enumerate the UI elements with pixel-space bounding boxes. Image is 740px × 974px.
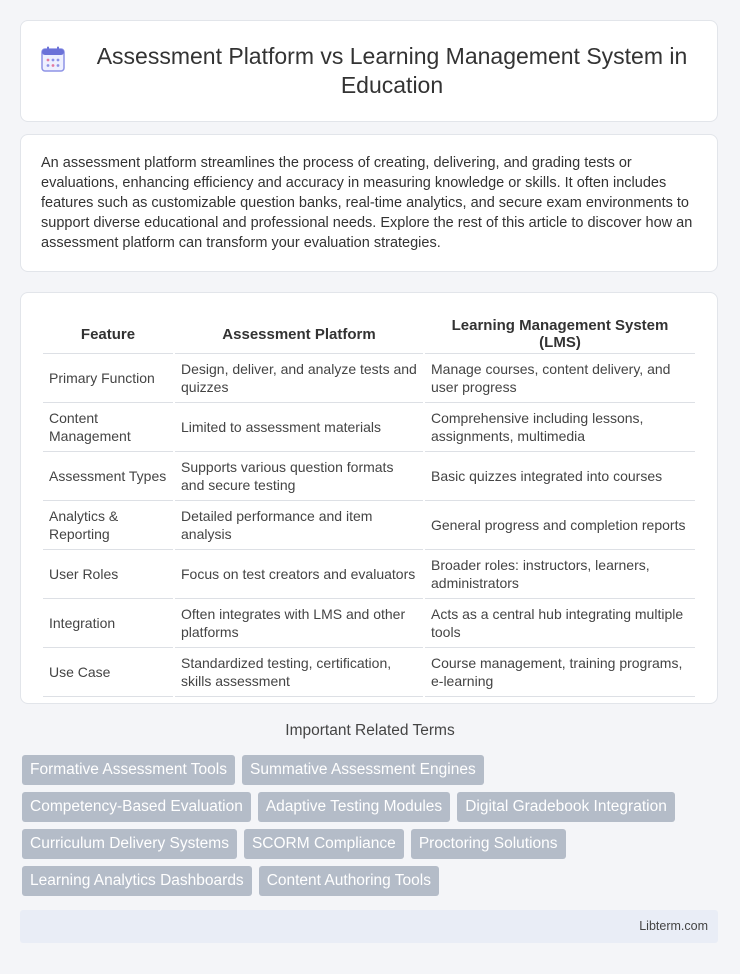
intro-paragraph: An assessment platform streamlines the process of creating, delivering, and grading tests or evaluations, enhancing efficiency and accuracy in measuring knowledge or skills. It often includes features such as customizable question banks, real-time analytics, and secure exam environments to support diverse educational and professional needs. Explore the rest of this article to discover how an assessment platform can transform your evaluation strategies.	[41, 155, 693, 251]
related-term-tag[interactable]: Adaptive Testing Modules	[258, 792, 450, 822]
table-cell-assessment-platform: Supports various question formats and secure testing	[175, 452, 423, 501]
header-inner	[39, 42, 699, 100]
table-cell-feature: User Roles	[43, 550, 173, 599]
related-terms-list	[22, 755, 722, 903]
table-cell-assessment-platform: Focus on test creators and evaluators	[175, 550, 423, 599]
related-term-tag[interactable]: Learning Analytics Dashboards	[22, 866, 252, 896]
table-cell-lms: Manage courses, content delivery, and user progress	[425, 354, 695, 403]
column-header-feature: Feature	[43, 309, 173, 354]
table-row	[43, 354, 695, 403]
table-cell-feature: Assessment Types	[43, 452, 173, 501]
related-term-tag[interactable]: Content Authoring Tools	[259, 866, 439, 896]
tag-row	[22, 866, 722, 896]
tag-row	[22, 755, 722, 785]
table-cell-lms: Acts as a central hub integrating multiple tools	[425, 599, 695, 648]
table-row	[43, 599, 695, 648]
column-header-assessment-platform: Assessment Platform	[175, 309, 423, 354]
table-cell-lms: Broader roles: instructors, learners, administrators	[425, 550, 695, 599]
related-term-tag[interactable]: Digital Gradebook Integration	[457, 792, 675, 822]
page-title: Assessment Platform vs Learning Management System in Education	[96, 43, 688, 98]
related-term-tag[interactable]: Curriculum Delivery Systems	[22, 829, 237, 859]
table-cell-feature: Primary Function	[43, 354, 173, 403]
table-cell-lms: Course management, training programs, e-learning	[425, 648, 695, 697]
table-cell-feature: Content Management	[43, 403, 173, 452]
table-cell-assessment-platform: Limited to assessment materials	[175, 403, 423, 452]
related-terms-title: Important Related Terms	[285, 722, 455, 739]
table-cell-lms: General progress and completion reports	[425, 501, 695, 550]
intro-card	[20, 134, 718, 272]
table-row	[43, 648, 695, 697]
table-cell-lms: Basic quizzes integrated into courses	[425, 452, 695, 501]
table-cell-assessment-platform: Detailed performance and item analysis	[175, 501, 423, 550]
table-cell-assessment-platform: Design, deliver, and analyze tests and quizzes	[175, 354, 423, 403]
table-header-row	[43, 309, 695, 354]
column-header-lms: Learning Management System (LMS)	[425, 309, 695, 354]
table-cell-lms: Comprehensive including lessons, assignments, multimedia	[425, 403, 695, 452]
table-cell-feature: Use Case	[43, 648, 173, 697]
footer-site-link[interactable]: Libterm.com	[639, 919, 708, 933]
comparison-table	[41, 309, 697, 697]
tag-row	[22, 792, 722, 822]
table-cell-feature: Analytics & Reporting	[43, 501, 173, 550]
table-cell-assessment-platform: Often integrates with LMS and other platforms	[175, 599, 423, 648]
table-cell-assessment-platform: Standardized testing, certification, skills assessment	[175, 648, 423, 697]
related-term-tag[interactable]: Summative Assessment Engines	[242, 755, 484, 785]
footer	[20, 910, 718, 943]
related-term-tag[interactable]: SCORM Compliance	[244, 829, 404, 859]
calendar-icon	[41, 46, 65, 72]
table-cell-feature: Integration	[43, 599, 173, 648]
table-row	[43, 403, 695, 452]
comparison-table-card	[20, 292, 718, 704]
related-term-tag[interactable]: Competency-Based Evaluation	[22, 792, 251, 822]
header-card	[20, 20, 718, 122]
tag-row	[22, 829, 722, 859]
table-row	[43, 452, 695, 501]
related-term-tag[interactable]: Proctoring Solutions	[411, 829, 566, 859]
table-row	[43, 550, 695, 599]
table-row	[43, 501, 695, 550]
related-term-tag[interactable]: Formative Assessment Tools	[22, 755, 235, 785]
